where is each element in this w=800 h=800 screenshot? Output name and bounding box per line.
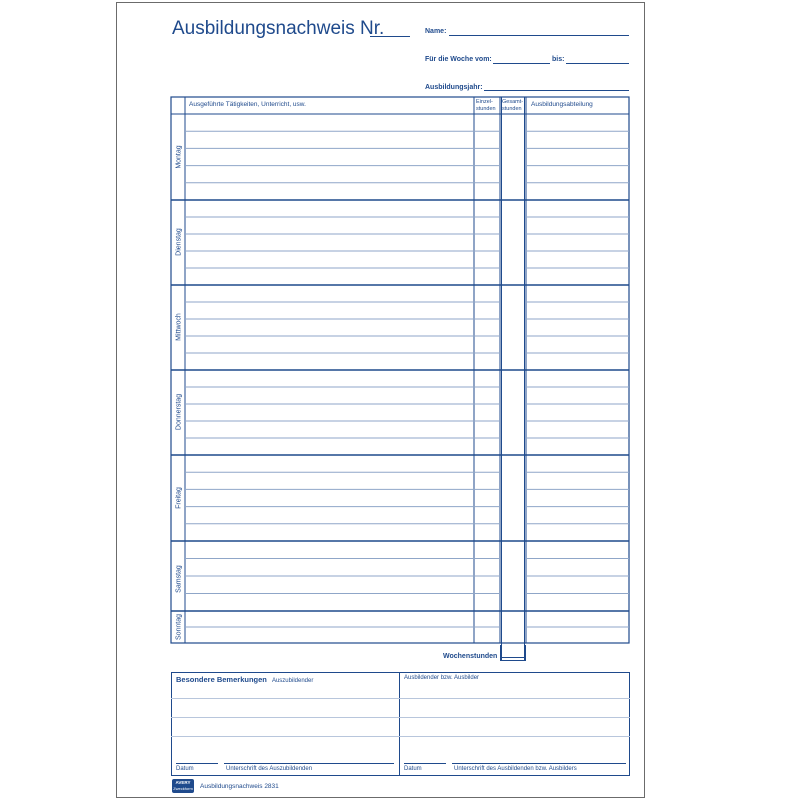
day-label-freitag: Freitag [175,487,183,509]
brand-logo-line2: Zweckform [173,786,193,791]
trainee-date-field[interactable] [176,763,218,764]
trainer-signature-field[interactable] [452,763,626,764]
day-label-donnerstag: Donnerstag [175,393,183,431]
trainee-signature-label: Unterschrift des Auszubildenden [226,766,313,772]
remarks-line[interactable] [171,736,630,737]
day-label-sonntag: Sonntag [175,613,183,641]
trainer-signature-label: Unterschrift des Ausbildenden bzw. Ausbilders [454,766,577,772]
single-hours-header-line2: stunden [476,105,496,112]
trainer-date-field[interactable] [404,763,446,764]
week-hours-label: Wochenstunden [443,653,498,660]
remarks-title-text: Besondere Bemerkungen [176,675,267,684]
day-label-mittwoch: Mittwoch [175,313,183,341]
day-label-samstag: Samstag [175,565,183,593]
brand-logo-line1: AVERY [175,780,191,785]
week-from-label: Für die Woche vom: [425,56,492,63]
remarks-line[interactable] [171,717,630,718]
week-until-label: bis: [552,56,565,63]
department-column-header: Ausbildungsabteilung [531,101,593,108]
trainer-date-label: Datum [404,766,422,772]
week-hours-underline [500,657,526,658]
remarks-divider [399,672,400,776]
name-label: Name: [425,28,447,35]
single-hours-column-header [476,99,496,112]
day-label-dienstag: Dienstag [175,228,183,256]
total-hours-column-header [502,99,523,112]
training-year-label: Ausbildungsjahr: [425,84,483,91]
total-hours-header-line1: Gesamt- [502,99,524,105]
remarks-title [176,675,313,684]
form-name: Ausbildungsnachweis 2831 [200,783,279,790]
remarks-trainee-label: Auszubildender [271,678,314,684]
trainee-signature-field[interactable] [224,763,394,764]
remarks-trainer-label: Ausbildender bzw. Ausbilder [404,675,480,681]
form-title-text: Ausbildungsnachweis Nr. [172,18,385,39]
remarks-box [171,672,630,776]
single-hours-header-line1: Einzel- [476,99,493,105]
brand-logo [172,779,194,793]
day-label-montag: Montag [175,145,183,169]
total-hours-header-line2: stunden [502,105,522,112]
week-hours-total-box[interactable] [500,645,526,661]
activities-column-header: Ausgeführte Tätigkeiten, Unterricht, usw. [189,101,306,108]
trainee-date-label: Datum [176,766,194,772]
remarks-line[interactable] [171,698,630,699]
